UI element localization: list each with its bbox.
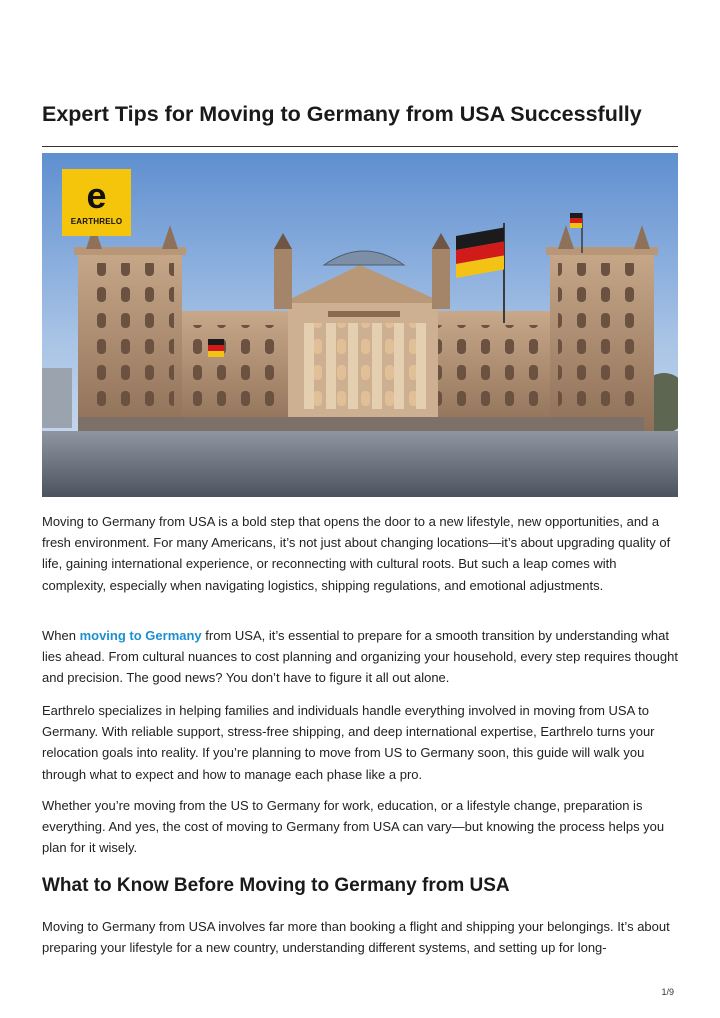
reichstag-photo-icon — [42, 153, 678, 497]
hero-image — [42, 153, 678, 497]
earthrelo-logo — [62, 169, 131, 236]
logo-glyph: e — [86, 175, 107, 216]
link-paragraph — [42, 625, 678, 689]
earthrelo-paragraph: Earthrelo specializes in helping families and individuals handle everything involved in moving from USA to Germany. With reliable support, stress-free shipping, and deep international expertise, Earthrelo turns your relocation goals into reality. If you’re planning to move from US to Germany soon, this guide will walk you through what to expect and how to manage each phase like a pro. — [42, 703, 655, 782]
section-paragraph: Moving to Germany from USA involves far more than booking a flight and shipping your belongings. It’s about preparing your lifestyle for a new country, understanding different systems, and setting up for long- — [42, 919, 670, 956]
link-paragraph-after: from USA, it’s essential to prepare for a smooth transition by understanding what lies ahead. From cultural nuances to cost planning and organizing your household, every step requires thought and precision. The good news? You don’t have to figure it all out alone. — [42, 628, 678, 686]
title-divider — [42, 146, 678, 147]
section-heading: What to Know Before Moving to Germany from USA — [42, 875, 510, 896]
link-paragraph-before: When — [42, 628, 80, 643]
page-number: 1/9 — [661, 987, 674, 997]
preparation-paragraph: Whether you’re moving from the US to Germany for work, education, or a lifestyle change, preparation is everything. And yes, the cost of moving to Germany from USA can vary—but knowing the process helps you plan for it wisely. — [42, 798, 665, 856]
page-title: Expert Tips for Moving to Germany from USA Successfully — [42, 102, 642, 126]
moving-to-germany-link[interactable]: moving to Germany — [79, 628, 202, 643]
intro-paragraph: Moving to Germany from USA is a bold step that opens the door to a new lifestyle, new opportunities, and a fresh environment. For many Americans, it’s not just about changing locations—it’s about upgrading quality of life, gaining international experience, or reconnecting with cultural roots. But such a leap comes with complexity, especially when navigating logistics, shipping regulations, and emotional adjustments. — [42, 514, 671, 593]
logo-text: EARTHRELO — [70, 217, 123, 226]
